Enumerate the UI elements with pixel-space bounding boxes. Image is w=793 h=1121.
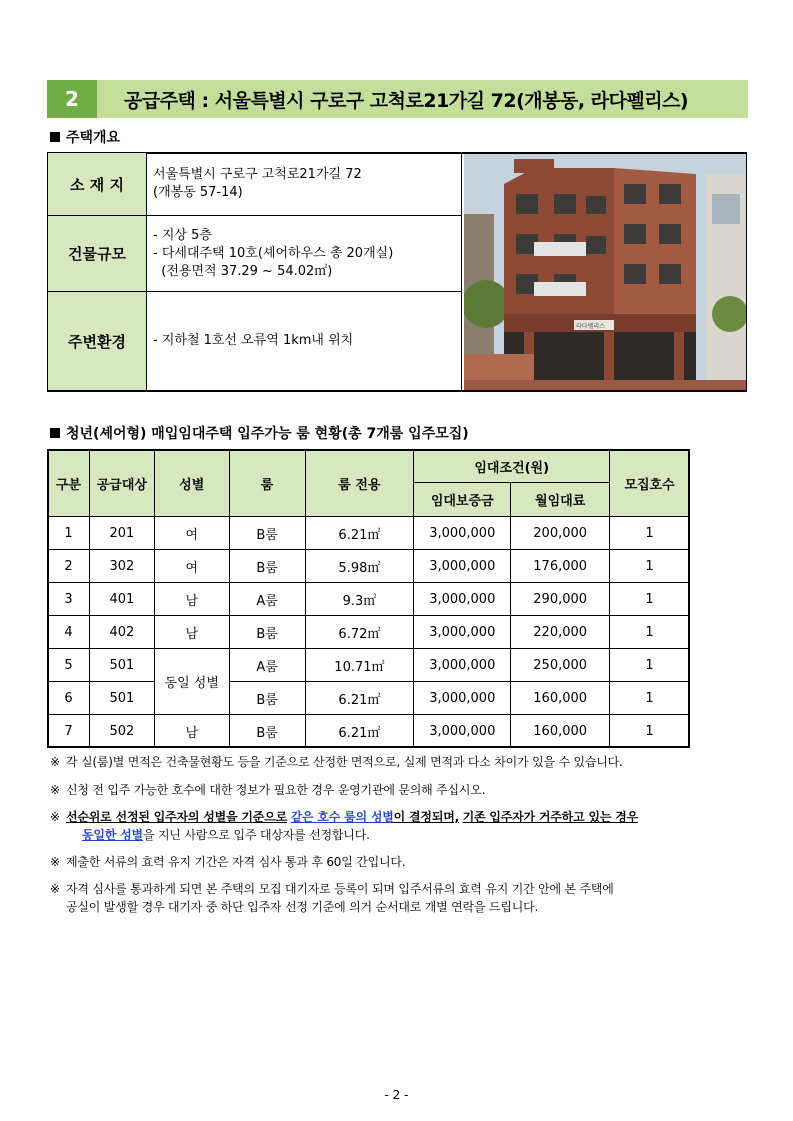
building-photo-drawing [464,154,746,390]
overview-row-building [48,216,462,292]
page-number: - 2 - [384,1088,409,1102]
cell-room: A룸 [229,649,305,682]
note-inquiry: ※ 신청 전 입주 가능한 호수에 대한 정보가 필요한 경우 운영기관에 문의해 주십시오. [50,783,486,797]
cell-room: B룸 [229,616,305,649]
cell-no: 3 [48,583,90,616]
cell-deposit: 3,000,000 [414,649,511,682]
table-row [48,682,690,715]
overview-row-location [48,153,462,216]
overview-label: 소 재 지 [48,153,147,216]
cell-deposit: 3,000,000 [414,517,511,550]
col-header-no: 구분 [48,450,90,517]
reference-mark-icon: ※ [50,855,60,869]
square-bullet-icon [50,132,60,142]
rooms-table [47,449,690,748]
cell-count: 1 [610,715,690,748]
cell-no: 4 [48,616,90,649]
cell-area: 6.21㎡ [305,715,414,748]
cell-area: 10.71㎡ [305,649,414,682]
overview-label: 주변환경 [48,292,147,391]
overview-value: - 지상 5층 - 다세대주택 10호(셰어하우스 총 20개실) (전용면적 37.29 ~ 54.02㎡) [147,216,462,292]
cell-deposit: 3,000,000 [414,616,511,649]
note-gender: ※ 선순위로 선정된 입주자의 성별을 기준으로 같은 호수 룸의 성별이 결정되며, 기존 입주자가 거주하고 있는 경우 동일한 성별을 지닌 사람으로 입주 대상자를 선정합니다. [50,810,638,842]
table-row [48,649,690,682]
col-header-gender: 성별 [154,450,229,517]
cell-count: 1 [610,616,690,649]
overview-heading: 주택개요 [50,127,120,147]
cell-count: 1 [610,550,690,583]
cell-count: 1 [610,682,690,715]
reference-mark-icon: ※ [50,783,60,797]
col-header-area: 룸 전용 [305,450,414,517]
cell-count: 1 [610,517,690,550]
cell-unit: 502 [89,715,154,748]
cell-rent: 160,000 [511,715,610,748]
cell-rent: 220,000 [511,616,610,649]
cell-deposit: 3,000,000 [414,682,511,715]
cell-unit: 302 [89,550,154,583]
note-area: ※ 각 실(룸)별 면적은 건축물현황도 등을 기준으로 산정한 면적으로, 실제 면적과 다소 차이가 있을 수 있습니다. [50,755,623,769]
cell-no: 6 [48,682,90,715]
building-photo [464,154,746,390]
cell-room: A룸 [229,583,305,616]
note-validity: ※ 제출한 서류의 효력 유지 기간은 자격 심사 통과 후 60일 간입니다. [50,855,406,869]
cell-gender: 여 [154,550,229,583]
cell-unit: 501 [89,649,154,682]
col-header-deposit: 임대보증금 [414,483,511,517]
cell-deposit: 3,000,000 [414,715,511,748]
table-row [48,616,690,649]
cell-room: B룸 [229,517,305,550]
cell-room: B룸 [229,682,305,715]
overview-value: - 지하철 1호선 오류역 1km내 위치 [147,292,462,391]
reference-mark-icon: ※ [50,755,60,769]
cell-no: 1 [48,517,90,550]
cell-gender: 남 [154,715,229,748]
cell-unit: 501 [89,682,154,715]
cell-no: 5 [48,649,90,682]
rooms-header-row [48,450,690,483]
overview-value: 서울특별시 구로구 고척로21가길 72 (개봉동 57-14) [147,153,462,216]
table-row [48,715,690,748]
cell-gender: 남 [154,616,229,649]
cell-gender: 남 [154,583,229,616]
cell-unit: 201 [89,517,154,550]
cell-no: 7 [48,715,90,748]
cell-deposit: 3,000,000 [414,583,511,616]
table-row [48,583,690,616]
cell-no: 2 [48,550,90,583]
building-sign: 라다펠리스 [576,323,605,330]
cell-unit: 402 [89,616,154,649]
note-waitlist: ※ 자격 심사를 통과하게 되면 본 주택의 모집 대기자로 등록이 되며 입주서류의 효력 유지 기간 안에 본 주택에 공실이 발생할 경우 대기자 중 하단 입주자 선정 기준에 의거 순서대로 개별 연락을 드립니다. [50,882,614,914]
cell-rent: 200,000 [511,517,610,550]
cell-room: B룸 [229,550,305,583]
cell-rent: 176,000 [511,550,610,583]
cell-gender-merged: 동일 성별 [154,649,229,715]
col-header-unit: 공급대상 [89,450,154,517]
cell-rent: 160,000 [511,682,610,715]
cell-area: 6.21㎡ [305,517,414,550]
overview-table [47,152,462,391]
cell-area: 6.21㎡ [305,682,414,715]
overview-row-surroundings [48,292,462,391]
col-header-count: 모집호수 [610,450,690,517]
col-header-lease: 임대조건(원) [414,450,610,483]
cell-unit: 401 [89,583,154,616]
reference-mark-icon: ※ [50,810,60,824]
cell-rent: 250,000 [511,649,610,682]
cell-gender: 여 [154,517,229,550]
table-row [48,517,690,550]
col-header-room: 룸 [229,450,305,517]
cell-deposit: 3,000,000 [414,550,511,583]
cell-room: B룸 [229,715,305,748]
cell-count: 1 [610,649,690,682]
cell-rent: 290,000 [511,583,610,616]
rooms-heading: 청년(셰어형) 매입임대주택 입주가능 룸 현황(총 7개룸 입주모집) [50,423,469,443]
section-title: 공급주택 : 서울특별시 구로구 고척로21가길 72(개봉동, 라다펠리스) [124,89,689,112]
section-number: 2 [47,80,97,118]
col-header-rent: 월임대료 [511,483,610,517]
cell-count: 1 [610,583,690,616]
table-row [48,550,690,583]
cell-area: 9.3㎡ [305,583,414,616]
overview-label: 건물규모 [48,216,147,292]
cell-area: 6.72㎡ [305,616,414,649]
cell-area: 5.98㎡ [305,550,414,583]
reference-mark-icon: ※ [50,882,60,896]
square-bullet-icon [50,428,60,438]
